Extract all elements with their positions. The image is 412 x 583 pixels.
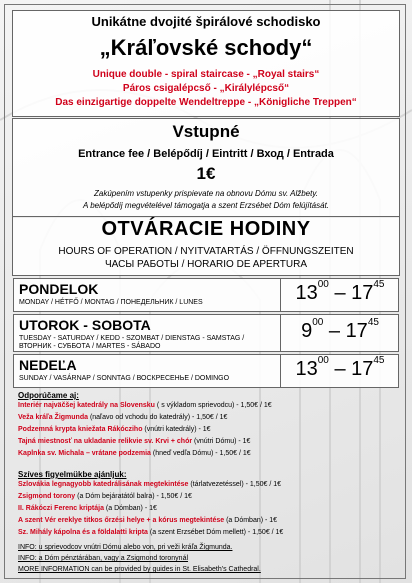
schedule-row-sunday: [13, 354, 399, 388]
open-minute: 00: [317, 279, 329, 290]
open-minute: 00: [317, 355, 329, 366]
info-en: MORE INFORMATION can be provided by guides in St. Elisabeth's Cathedral.: [18, 566, 261, 573]
recommended-hu-item: A szent Vér ereklye titkos őrzési helye + a kórus megtekintése (a Dómban) - 1€: [18, 517, 278, 524]
open-hour: 13: [295, 282, 318, 304]
open-minute: 00: [312, 317, 324, 328]
close-hour: 17: [351, 358, 374, 380]
header-line-hu: Páros csigalépcső - „Királylépcső“: [122, 83, 290, 94]
day-name: PONDELOK: [19, 281, 99, 297]
recommended-sk-item: Kaplnka sv. Michala – vrátane podzemia (hneď vedľa Dómu) - 1,50€ / 1€: [18, 450, 251, 457]
schedule-row-tuesday-saturday: [13, 314, 399, 352]
dash: –: [334, 282, 346, 304]
close-minute: 45: [367, 317, 379, 328]
recommended-sk-heading: Odporúčame aj:: [18, 391, 79, 400]
recommended-hu-heading: Szíves figyelmükbe ajánljuk:: [18, 470, 127, 479]
divider: [280, 279, 281, 311]
recommended-hu-item: Sz. Mihály kápolna és a földalatti kripta (a szent Erzsébet Dóm mellett) - 1,50€ / 1€: [18, 529, 284, 536]
title-sk: Unikátne dvojité špirálové schodisko: [91, 14, 321, 29]
recommended-sk-item: Veža kráľa Žigmunda (naľavo od vchodu do katedrály) - 1,50€ / 1€: [18, 414, 228, 421]
open-hour: 13: [295, 358, 318, 380]
hours-header-box: [12, 216, 400, 276]
header-line-en: Unique double - spiral staircase - „Royal stairs“: [92, 69, 320, 80]
close-minute: 45: [373, 279, 385, 290]
close-minute: 45: [373, 355, 385, 366]
hours-title: OTVÁRACIE HODINY: [101, 218, 311, 240]
fee-subtitle: Entrance fee / Belépődíj / Eintritt / Вход / Entrada: [78, 148, 334, 160]
divider: [280, 355, 281, 387]
day-name: UTOROK - SOBOTA: [19, 317, 151, 333]
fee-note-hu: A belépődíj megvételével támogatja a szent Erzsébet Dóm felújítását.: [82, 201, 330, 210]
day-hours: [282, 279, 398, 305]
dash: –: [334, 358, 346, 380]
close-hour: 17: [351, 282, 374, 304]
info-sk: INFO: u sprievodcov vnútri Dómu alebo von, pri veži kráľa Žigmunda.: [18, 544, 233, 551]
day-name: NEDEĽA: [19, 357, 77, 373]
recommended-sk-item: Podzemná krypta kniežata Rákócziho (vnútri katedrály) - 1€: [18, 426, 211, 433]
hours-line2: ЧАСЫ РАБОТЫ / HORARIO DE APERTURA: [104, 259, 307, 270]
fee-box: [12, 118, 400, 218]
day-hours: [282, 355, 398, 381]
fee-note-sk: Zakúpením vstupenky prispievate na obnovu Dómu sv. Alžbety.: [94, 189, 318, 198]
divider: [280, 315, 281, 351]
day-translations: MONDAY / HÉTFŐ / MONTAG / ПОНЕДЕЛЬНИК / LUNES: [19, 299, 203, 306]
day-translations: SUNDAY / VASÁRNAP / SONNTAG / ВОСКРЕСЕНЬЕ / DOMINGO: [19, 375, 230, 382]
day-hours: [282, 317, 398, 343]
recommended-hu-item: Zsigmond torony (a Dóm bejáratától balra) - 1,50€ / 1€: [18, 493, 192, 500]
recommended-sk-item: Interiér najväčšej katedrály na Slovensku ( s výkladom sprievodcu) - 1,50€ / 1€: [18, 402, 272, 409]
day-translations: TUESDAY - SATURDAY / KEDD - SZOMBAT / DIENSTAG - SAMSTAG / ВТОРНИК - СУББОТА / MARTES - SÁBADO: [19, 335, 245, 350]
schedule-row-monday: [13, 278, 399, 312]
open-hour: 9: [301, 320, 313, 342]
recommended-hu-item: Szlovákia legnagyobb katedrálisának megtekintése (tárlatvezetéssel) - 1,50€ / 1€: [18, 481, 282, 488]
dash: –: [328, 320, 340, 342]
header-line-de: Das einzigartige doppelte Wendeltreppe - „Königliche Treppen“: [55, 97, 357, 108]
header-box: [12, 10, 400, 117]
fee-title: Vstupné: [172, 122, 240, 141]
fee-price: 1€: [196, 164, 216, 183]
close-hour: 17: [345, 320, 368, 342]
recommended-sk-item: Tajná miestnosť na ukladanie relikvie sv. Krvi + chór (vnútri Dómu) - 1€: [18, 438, 251, 445]
recommended-hu-item: II. Rákóczi Ferenc kriptája (a Dómban) - 1€: [18, 505, 157, 512]
hours-line1: HOURS OF OPERATION / NYITVATARTÁS / ÖFFNUNGSZEITEN: [58, 246, 354, 257]
info-hu: INFO: a Dóm pénztárában, vagy a Zsigmond toronynál: [18, 555, 189, 562]
title-main: „Kráľovské schody“: [99, 35, 313, 60]
